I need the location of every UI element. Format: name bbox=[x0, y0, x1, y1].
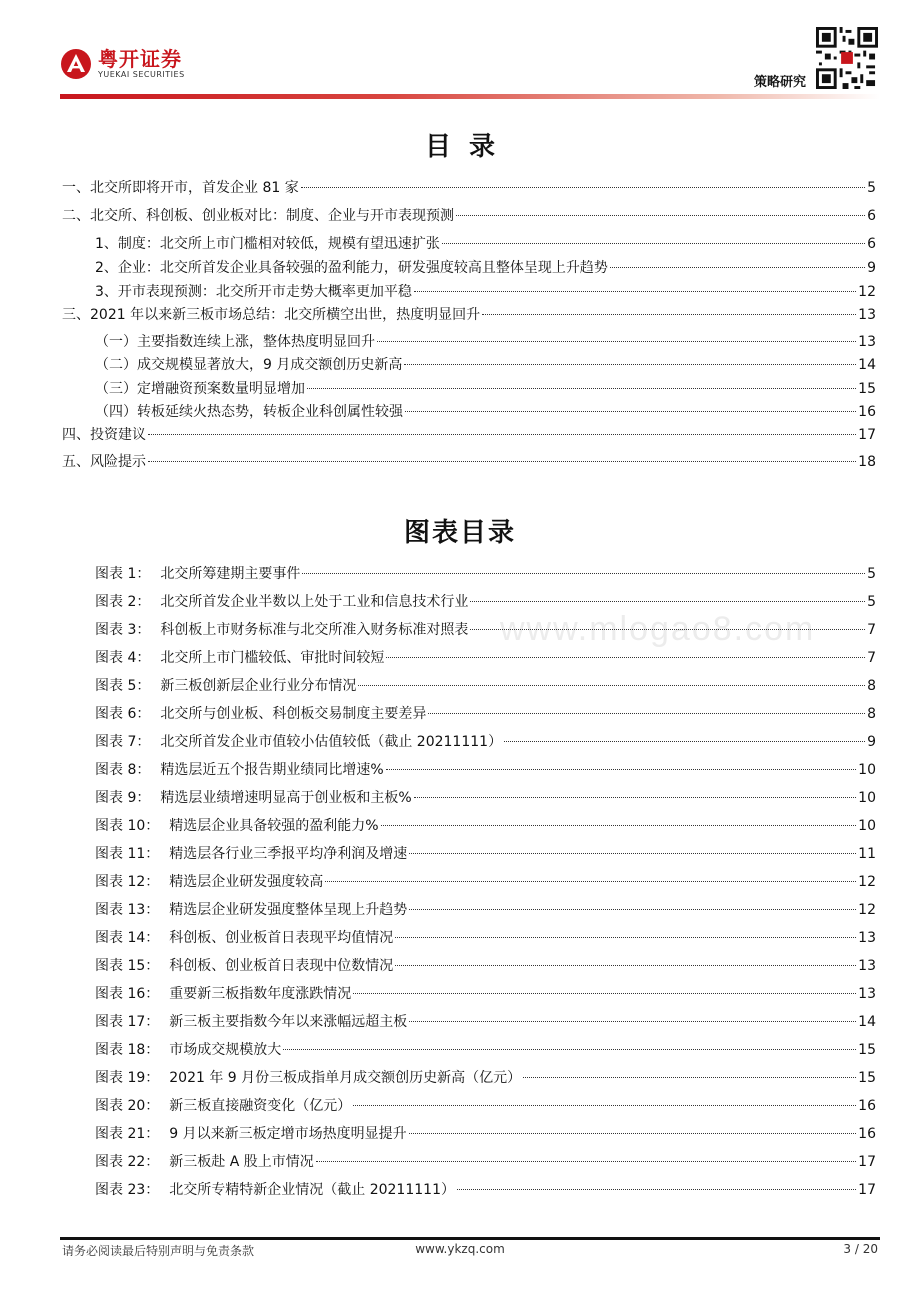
figure-entry[interactable] bbox=[95, 1096, 876, 1116]
figure-page: 9 bbox=[867, 734, 876, 750]
figure-label: 图表 18： bbox=[95, 1042, 160, 1058]
toc-entry-page: 13 bbox=[858, 334, 876, 350]
figure-label: 图表 4： bbox=[95, 650, 151, 666]
figure-caption: 北交所专精特新企业情况（截止 20211111） bbox=[169, 1182, 455, 1198]
figure-label: 图表 13： bbox=[95, 902, 160, 918]
figure-page: 8 bbox=[867, 678, 876, 694]
figure-entry[interactable] bbox=[95, 1068, 876, 1088]
figure-page: 5 bbox=[867, 566, 876, 582]
leader-dots bbox=[442, 243, 865, 244]
figure-caption: 北交所筹建期主要事件 bbox=[160, 566, 301, 582]
figure-caption: 新三板赴 A 股上市情况 bbox=[169, 1154, 314, 1170]
leader-dots bbox=[409, 909, 856, 910]
toc-entry-text: （三）定增融资预案数量明显增加 bbox=[95, 381, 305, 397]
figure-page: 11 bbox=[858, 846, 876, 862]
logo-chinese-name: 粤开证券 bbox=[98, 47, 182, 71]
toc-entry-text: 一、北交所即将开市，首发企业 81 家 bbox=[62, 180, 299, 196]
leader-dots bbox=[381, 825, 857, 826]
figure-caption: 精选层各行业三季报平均净利润及增速 bbox=[169, 846, 408, 862]
leader-dots bbox=[307, 388, 856, 389]
leader-dots bbox=[301, 187, 865, 188]
leader-dots bbox=[409, 1021, 856, 1022]
logo-english-name: YUEKAI SECURITIES bbox=[98, 70, 185, 79]
toc-entry-page: 6 bbox=[867, 208, 876, 224]
figure-caption: 市场成交规模放大 bbox=[169, 1042, 282, 1058]
figure-caption: 精选层企业研发强度整体呈现上升趋势 bbox=[169, 902, 408, 918]
footer-page-number: 3 / 20 bbox=[843, 1242, 878, 1256]
toc-entry-text: 3、开市表现预测：北交所开市走势大概率更加平稳 bbox=[95, 284, 412, 300]
leader-dots bbox=[414, 797, 857, 798]
figure-caption: 科创板、创业板首日表现平均值情况 bbox=[169, 930, 394, 946]
toc-entry-page: 18 bbox=[858, 454, 876, 470]
figure-entry[interactable] bbox=[95, 1152, 876, 1172]
figure-entry[interactable] bbox=[95, 704, 876, 724]
toc-entry[interactable] bbox=[95, 282, 876, 302]
toc-entry[interactable] bbox=[62, 178, 876, 198]
figure-entry[interactable] bbox=[95, 900, 876, 920]
figure-page: 15 bbox=[858, 1070, 876, 1086]
leader-dots bbox=[386, 657, 865, 658]
figure-caption: 9 月以来新三板定增市场热度明显提升 bbox=[169, 1126, 407, 1142]
figure-label: 图表 5： bbox=[95, 678, 151, 694]
toc-entry-text: （四）转板延续火热态势，转板企业科创属性较强 bbox=[95, 404, 403, 420]
toc-entry[interactable] bbox=[62, 305, 876, 325]
toc-entry[interactable] bbox=[95, 402, 876, 422]
leader-dots bbox=[395, 937, 856, 938]
toc-entry-page: 15 bbox=[858, 381, 876, 397]
figure-caption: 北交所首发企业市值较小估值较低（截止 20211111） bbox=[160, 734, 503, 750]
figure-caption: 新三板创新层企业行业分布情况 bbox=[160, 678, 357, 694]
figure-page: 15 bbox=[858, 1042, 876, 1058]
leader-dots bbox=[283, 1049, 856, 1050]
figure-label: 图表 9： bbox=[95, 790, 151, 806]
figure-label: 图表 21： bbox=[95, 1126, 160, 1142]
leader-dots bbox=[386, 769, 857, 770]
figure-caption: 新三板直接融资变化（亿元） bbox=[169, 1098, 352, 1114]
figure-caption: 2021 年 9 月份三板成指单月成交额创历史新高（亿元） bbox=[169, 1070, 522, 1086]
figure-label: 图表 8： bbox=[95, 762, 151, 778]
toc-entry-page: 12 bbox=[858, 284, 876, 300]
figure-caption: 科创板、创业板首日表现中位数情况 bbox=[169, 958, 394, 974]
figure-entry[interactable] bbox=[95, 1180, 876, 1200]
figure-label: 图表 11： bbox=[95, 846, 160, 862]
leader-dots bbox=[610, 267, 865, 268]
toc-entry-text: 三、2021 年以来新三板市场总结：北交所横空出世，热度明显回升 bbox=[62, 307, 481, 323]
figure-label: 图表 12： bbox=[95, 874, 160, 890]
toc-entry[interactable] bbox=[95, 234, 876, 254]
figure-label: 图表 15： bbox=[95, 958, 160, 974]
figure-entry[interactable] bbox=[95, 1012, 876, 1032]
figure-page: 14 bbox=[858, 1014, 876, 1030]
figure-entry[interactable] bbox=[95, 788, 876, 808]
figure-entry[interactable] bbox=[95, 984, 876, 1004]
leader-dots bbox=[409, 1133, 857, 1134]
leader-dots bbox=[405, 411, 856, 412]
figure-caption: 北交所上市门槛较低、审批时间较短 bbox=[160, 650, 385, 666]
figure-label: 图表 23： bbox=[95, 1182, 160, 1198]
figure-page: 7 bbox=[867, 650, 876, 666]
watermark: www.mlogao8.com bbox=[500, 610, 816, 648]
company-logo bbox=[60, 48, 185, 80]
leader-dots bbox=[457, 1189, 856, 1190]
figure-label: 图表 10： bbox=[95, 818, 160, 834]
figure-page: 12 bbox=[858, 874, 876, 890]
figure-page: 13 bbox=[858, 958, 876, 974]
figure-label: 图表 1： bbox=[95, 566, 151, 582]
figure-page: 10 bbox=[858, 762, 876, 778]
figure-entry[interactable] bbox=[95, 676, 876, 696]
figure-page: 17 bbox=[858, 1182, 876, 1198]
toc-entry-page: 14 bbox=[858, 357, 876, 373]
leader-dots bbox=[395, 965, 856, 966]
toc-entry-text: 五、风险提示 bbox=[62, 454, 146, 470]
toc-entry-page: 9 bbox=[867, 260, 876, 276]
figure-label: 图表 16： bbox=[95, 986, 160, 1002]
toc-entry[interactable] bbox=[95, 355, 876, 375]
toc-entry-text: 四、投资建议 bbox=[62, 427, 146, 443]
leader-dots bbox=[504, 741, 865, 742]
figure-caption: 北交所首发企业半数以上处于工业和信息技术行业 bbox=[160, 594, 469, 610]
figure-entry[interactable] bbox=[95, 844, 876, 864]
toc-entry[interactable] bbox=[95, 258, 876, 278]
figure-entry[interactable] bbox=[95, 928, 876, 948]
figure-caption: 北交所与创业板、科创板交易制度主要差异 bbox=[160, 706, 427, 722]
qr-code-icon bbox=[816, 27, 878, 89]
toc-entry-text: 1、制度：北交所上市门槛相对较低，规模有望迅速扩张 bbox=[95, 236, 440, 252]
leader-dots bbox=[325, 881, 856, 882]
leader-dots bbox=[353, 993, 856, 994]
toc-entry-text: 二、北交所、科创板、创业板对比：制度、企业与开市表现预测 bbox=[62, 208, 454, 224]
figure-label: 图表 20： bbox=[95, 1098, 160, 1114]
leader-dots bbox=[456, 215, 865, 216]
figure-label: 图表 3： bbox=[95, 622, 151, 638]
figure-label: 图表 22： bbox=[95, 1154, 160, 1170]
leader-dots bbox=[148, 461, 856, 462]
leader-dots bbox=[409, 853, 856, 854]
leader-dots bbox=[358, 685, 865, 686]
header-divider bbox=[60, 94, 880, 99]
leader-dots bbox=[482, 314, 856, 315]
leader-dots bbox=[404, 364, 856, 365]
figure-entry[interactable] bbox=[95, 620, 876, 640]
toc-entry[interactable] bbox=[95, 379, 876, 399]
report-category: 策略研究 bbox=[754, 75, 807, 90]
yuekai-logo-icon bbox=[60, 48, 92, 80]
figure-entry[interactable] bbox=[95, 816, 876, 836]
figure-page: 16 bbox=[858, 1126, 876, 1142]
figure-entry[interactable] bbox=[95, 592, 876, 612]
toc-entry[interactable] bbox=[95, 332, 876, 352]
footer-website-link[interactable]: www.ykzq.com bbox=[415, 1242, 505, 1256]
toc-entry-page: 5 bbox=[867, 180, 876, 196]
figure-label: 图表 17： bbox=[95, 1014, 160, 1030]
figure-entry[interactable] bbox=[95, 956, 876, 976]
figure-page: 12 bbox=[858, 902, 876, 918]
figure-entry[interactable] bbox=[95, 732, 876, 752]
toc-title: 目录 bbox=[424, 132, 513, 162]
figure-page: 7 bbox=[867, 622, 876, 638]
figure-caption: 精选层近五个报告期业绩同比增速% bbox=[160, 762, 384, 778]
figure-entry[interactable] bbox=[95, 1124, 876, 1144]
toc-entry[interactable] bbox=[62, 425, 876, 445]
toc-entry-page: 17 bbox=[858, 427, 876, 443]
figure-label: 图表 19： bbox=[95, 1070, 160, 1086]
figure-caption: 重要新三板指数年度涨跌情况 bbox=[169, 986, 352, 1002]
leader-dots bbox=[148, 434, 856, 435]
figure-label: 图表 2： bbox=[95, 594, 151, 610]
figure-label: 图表 7： bbox=[95, 734, 151, 750]
leader-dots bbox=[302, 573, 865, 574]
figure-caption: 精选层企业研发强度较高 bbox=[169, 874, 324, 890]
figure-caption: 精选层业绩增速明显高于创业板和主板% bbox=[160, 790, 412, 806]
toc-entry-page: 13 bbox=[858, 307, 876, 323]
figure-page: 16 bbox=[858, 1098, 876, 1114]
leader-dots bbox=[316, 1161, 856, 1162]
leader-dots bbox=[353, 1105, 856, 1106]
figure-label: 图表 6： bbox=[95, 706, 151, 722]
page-header bbox=[0, 0, 920, 100]
figure-entry[interactable] bbox=[95, 564, 876, 584]
figure-label: 图表 14： bbox=[95, 930, 160, 946]
figure-caption: 精选层企业具备较强的盈利能力% bbox=[169, 818, 379, 834]
leader-dots bbox=[523, 1077, 856, 1078]
figure-page: 13 bbox=[858, 986, 876, 1002]
footer-disclaimer: 请务必阅读最后特别声明与免责条款 bbox=[62, 1244, 255, 1258]
leader-dots bbox=[470, 629, 865, 630]
footer-divider bbox=[60, 1237, 880, 1240]
figure-entry[interactable] bbox=[95, 872, 876, 892]
leader-dots bbox=[414, 291, 856, 292]
toc-entry[interactable] bbox=[62, 206, 876, 226]
toc-entry-text: （二）成交规模显著放大，9 月成交额创历史新高 bbox=[95, 357, 403, 373]
toc-entry-text: 2、企业：北交所首发企业具备较强的盈利能力，研发强度较高且整体呈现上升趋势 bbox=[95, 260, 608, 276]
figure-page: 10 bbox=[858, 790, 876, 806]
figure-entry[interactable] bbox=[95, 760, 876, 780]
toc-entry[interactable] bbox=[62, 452, 876, 472]
figure-caption: 新三板主要指数今年以来涨幅远超主板 bbox=[169, 1014, 408, 1030]
figure-list-title: 图表目录 bbox=[403, 518, 516, 548]
figure-entry[interactable] bbox=[95, 1040, 876, 1060]
figure-page: 17 bbox=[858, 1154, 876, 1170]
leader-dots bbox=[377, 341, 856, 342]
toc-entry-page: 6 bbox=[867, 236, 876, 252]
figure-entry[interactable] bbox=[95, 648, 876, 668]
toc-entry-text: （一）主要指数连续上涨，整体热度明显回升 bbox=[95, 334, 375, 350]
figure-page: 13 bbox=[858, 930, 876, 946]
leader-dots bbox=[470, 601, 865, 602]
figure-caption: 科创板上市财务标准与北交所准入财务标准对照表 bbox=[160, 622, 469, 638]
figure-page: 8 bbox=[867, 706, 876, 722]
figure-page: 5 bbox=[867, 594, 876, 610]
leader-dots bbox=[428, 713, 865, 714]
toc-entry-page: 16 bbox=[858, 404, 876, 420]
figure-page: 10 bbox=[858, 818, 876, 834]
